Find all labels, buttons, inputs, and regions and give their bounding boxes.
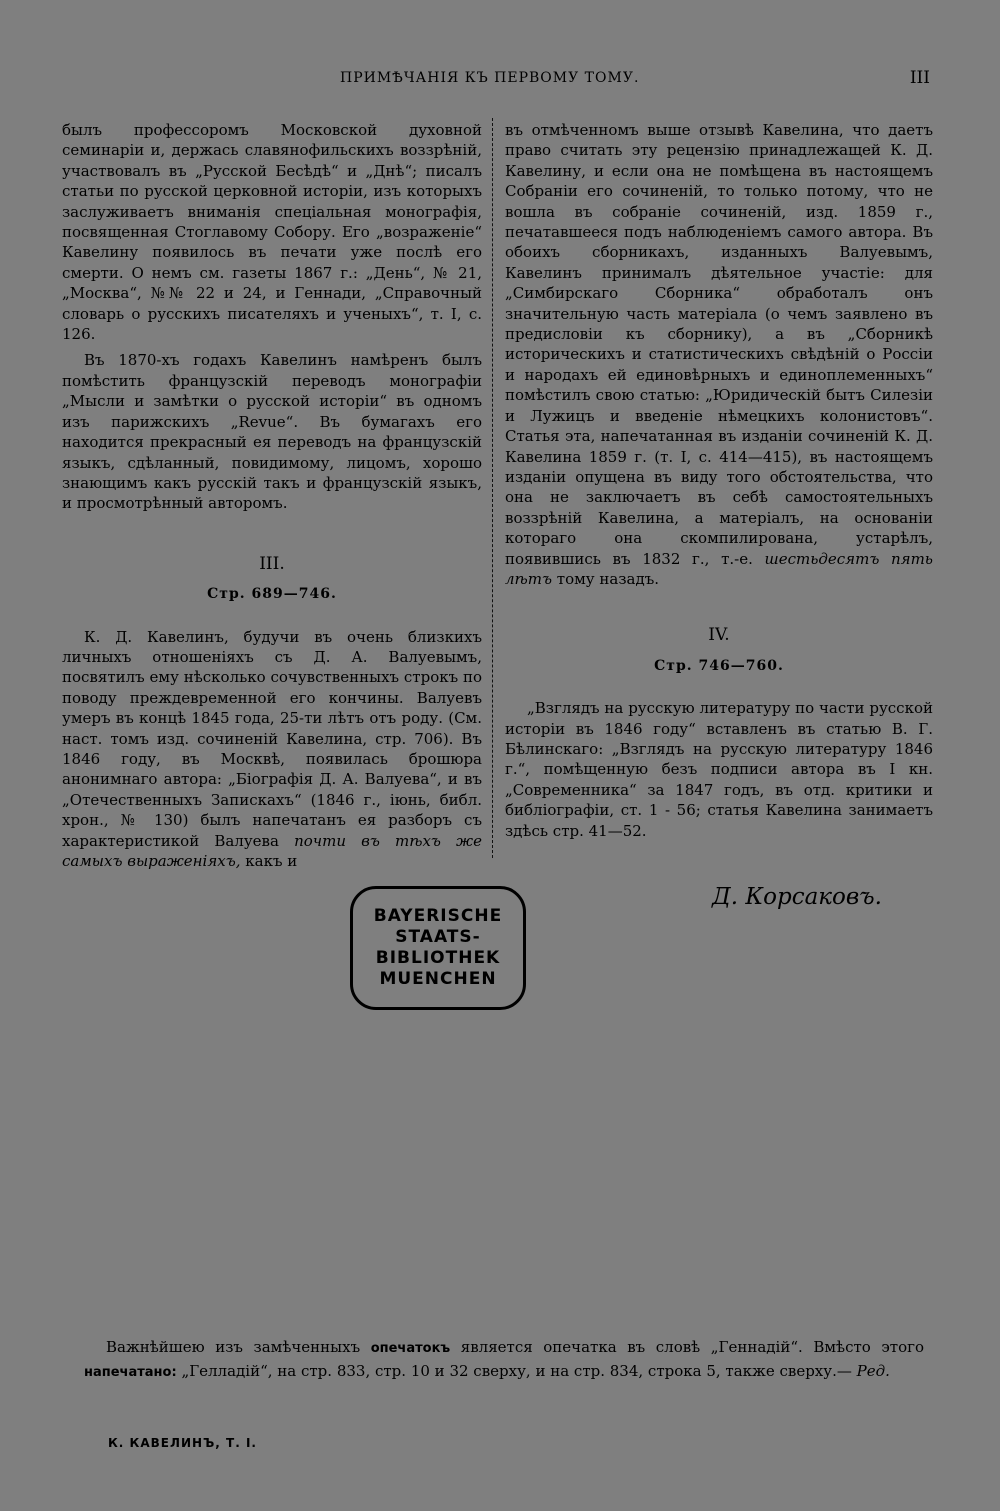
- right-paragraph-1-text: въ отмѣченномъ выше отзывѣ Кавелина, что даетъ право считать эту рецензію принадлежащей К. Д. Кавелину, и если она не помѣщена въ настоящемъ Собраніи его сочиненій, то только потому, что не вошла въ собраніе сочиненій, изд. 1859 г., печатавшееся подъ наблюденіемъ самого автора. Въ обоихъ сборникахъ, изданныхъ Валуевымъ, Кавелинъ принималъ дѣятельное участіе: для „Симбирскаго Сборника“ обработалъ онъ значительную часть матеріала (о чемъ заявлено въ предисловіи къ сборнику), а въ „Сборникѣ историческихъ и статистическихъ свѣдѣній о Россіи и народахъ ей единовѣрныхъ и единоплеменныхъ“ помѣстилъ свою статью: „Юридическій бытъ Силезіи и Лужицъ и введеніе нѣмецкихъ колонистовъ“. Статья эта, напечатанная въ изданіи сочиненій К. Д. Кавелина 1859 г. (т. I, с. 414—415), въ настоящемъ изданіи опущена въ виду того обстоятельства, что она не заключаетъ въ себѣ самостоятельныхъ воззрѣній Кавелина, а матеріалъ, на основаніи котораго она скомпилирована, устарѣлъ, появившись въ 1832 г., т.-е.: [505, 121, 933, 568]
- section-heading-iii: III.: [259, 553, 285, 574]
- left-paragraph-3-text: К. Д. Кавелинъ, будучи въ очень близкихъ личныхъ отношеніяхъ съ Д. А. Валуевымъ, посвятилъ ему нѣсколько сочувственныхъ строкъ по поводу преждевременной его кончины. Валуевъ умеръ въ концѣ 1845 года, 25-ти лѣтъ отъ роду. (См. наст. томъ изд. сочиненій Кавелина, стр. 706). Въ 1846 году, въ Москвѣ, появилась брошюра анонимнаго автора: „Біографія Д. А. Валуева“, и въ „Отечественныхъ Запискахъ“ (1846 г., іюнь, библ. хрон., № 130) былъ напечатанъ ея разборъ съ характеристикой Валуева: [62, 627, 482, 850]
- stamp-line-4: MUENCHEN: [379, 969, 497, 989]
- stamp-line-3: BIBLIOTHEK: [375, 948, 501, 968]
- right-paragraph-1: [505, 120, 933, 589]
- left-paragraph-1: былъ профессоромъ Московской духовной семинаріи и, держась славянофильскихъ воззрѣній, участвовалъ въ „Русской Бесѣдѣ“ и „Днѣ“; писалъ статьи по русской церковной исторіи, изъ которыхъ заслуживаетъ вниманія спеціальная монографія, посвященная Стоглавому Собору. Его „возраженіе“ Кавелину появилось въ печати уже послѣ его смерти. О немъ см. газеты 1867 г.: „День“, № 21, „Москва“, №№ 22 и 24, и Геннади, „Справочный словарь о русскихъ писателяхъ и ученыхъ“, т. I, с. 126.: [62, 121, 482, 344]
- left-column: [62, 120, 482, 877]
- page-header: [0, 62, 1000, 92]
- page-number: III: [909, 68, 930, 88]
- stamp-line-1: BAYERISCHE: [373, 906, 503, 926]
- errata-part-3: „Гелладій“, на стр. 833, стр. 10 и 32 сверху, и на стр. 834, строка 5, также сверху.—: [181, 1362, 852, 1380]
- right-paragraph-2: „Взглядъ на русскую литературу по части русской исторіи въ 1846 году“ вставленъ въ статью В. Г. Бѣлинскаго: „Взглядъ на русскую литературу 1846 г.“, помѣщенную безъ подписи автора въ I кн. „Современника“ за 1847 годъ, въ отд. критики и библіографіи, ст. 1 - 56; статья Кавелина занимаетъ здѣсь стр. 41—52.: [505, 699, 933, 840]
- right-paragraph-1-tail: тому назадъ.: [556, 569, 659, 588]
- left-paragraph-3-italic: почти въ тѣхъ же самыхъ выраженіяхъ,: [62, 831, 482, 870]
- author-signature: Д. Корсаковъ.: [712, 884, 882, 910]
- errata-part-1: Важнѣйшею изъ замѣченныхъ: [106, 1338, 361, 1356]
- printer-signature-mark: К. КАВЕЛИНЪ, Т. I.: [108, 1436, 257, 1450]
- errata-bold-1: опечатокъ: [370, 1341, 451, 1356]
- errata-part-2: является опечатка въ словѣ „Геннадій“. Вмѣсто этого: [460, 1338, 924, 1356]
- left-paragraph-3-tail: какъ и: [245, 852, 298, 870]
- running-title: ПРИМѢЧАНІЯ КЪ ПЕРВОМУ ТОМУ.: [340, 70, 640, 86]
- section-heading-iv: IV.: [708, 625, 730, 646]
- errata-note: [84, 1336, 924, 1384]
- section-pages-iv: Стр. 746—760.: [654, 657, 784, 674]
- left-paragraph-3: [62, 627, 482, 872]
- errata-italic: Ред.: [856, 1362, 890, 1380]
- stamp-line-2: STAATS-: [395, 927, 481, 947]
- library-stamp: [350, 886, 526, 1010]
- section-pages-iii: Стр. 689—746.: [207, 586, 337, 603]
- right-column: [505, 120, 933, 847]
- left-paragraph-2: Въ 1870-хъ годахъ Кавелинъ намѣренъ былъ помѣстить французскій переводъ монографіи „Мысли и замѣтки о русской исторіи“ въ одномъ изъ парижскихъ „Revue“. Въ бумагахъ его находится прекрасный ея переводъ на французскій языкъ, сдѣланный, повидимому, лицомъ, хорошо знающимъ какъ русскій такъ и французскій языкъ, и просмотрѣнный авторомъ.: [62, 351, 482, 513]
- errata-bold-2: напечатано:: [84, 1365, 177, 1380]
- right-paragraph-1-italic: шестьдесятъ пять лѣтъ: [505, 549, 933, 588]
- column-divider: [492, 118, 494, 858]
